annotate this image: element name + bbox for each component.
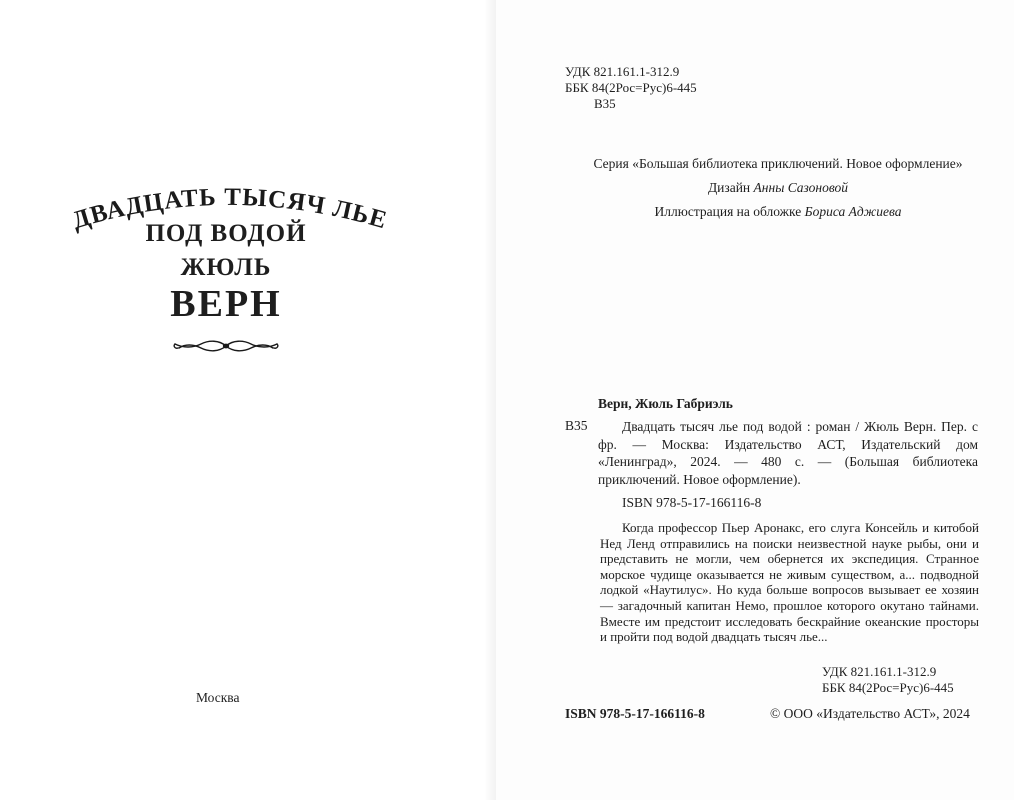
footer-isbn: ISBN 978-5-17-166116-8 — [565, 706, 705, 721]
cipher-margin: В35 — [565, 418, 588, 433]
illustration-credit-name: Бориса Аджиева — [804, 204, 902, 219]
design-credit-label: Дизайн — [707, 180, 754, 195]
title-line-2: ПОД ВОДОЙ — [145, 220, 307, 247]
publication-city: Москва — [196, 690, 240, 705]
author-heading: Верн, Жюль Габриэль — [598, 396, 733, 411]
copyright-notice: © ООО «Издательство АСТ», 2024 — [770, 706, 970, 721]
flourish-ornament-icon — [171, 336, 281, 356]
illustration-credit — [540, 204, 1014, 220]
design-credit — [540, 180, 1014, 196]
bbk-code: ББК 84(2Рос=Рус)6-445 — [565, 80, 697, 95]
udk-code: УДК 821.161.1-312.9 — [565, 64, 680, 79]
author-first-name: ЖЮЛЬ — [180, 254, 272, 281]
bibliographic-record: Двадцать тысяч лье под водой : роман / Жюль Верн. Пер. с фр. — Москва: Издательство АСТ, Издательский дом «Ленинград», 2024. — 480 с. — (Большая библиотека приключений. Новое оформление). — [598, 419, 978, 487]
title-line-1: ДВАДЦАТЬ ТЫСЯЧ ЛЬЕ — [69, 183, 391, 235]
classification-codes-bottom — [822, 664, 954, 696]
isbn-line: ISBN 978-5-17-166116-8 — [622, 495, 762, 510]
udk-code-bottom: УДК 821.161.1-312.9 — [822, 664, 937, 679]
annotation-text: Когда профессор Пьер Аронакс, его слуга Консейль и китобой Нед Ленд отправились на поиски неизвестной науке рыбы, они и представить не могли, чем обернется их экспедиция. Странное морское чудище оказывается не живым существом, а... подводной лодкой «Наутилус». Но куда больше вопросов вызывает ее хозяин — загадочный капитан Немо, прошлое которого окутано тайнами. Вместе им предстоит исследовать бескрайние океанские просторы и пройти под водой двадцать тысяч лье... — [600, 520, 979, 645]
title-page — [0, 0, 496, 800]
author-last-name: ВЕРН — [170, 283, 282, 325]
design-credit-name: Анны Сазоновой — [753, 180, 849, 195]
bbk-code-bottom: ББК 84(2Рос=Рус)6-445 — [822, 680, 954, 695]
illustration-credit-label: Иллюстрация на обложке — [654, 204, 805, 219]
author-cipher: В35 — [594, 96, 616, 111]
series-line: Серия «Большая библиотека приключений. Новое оформление» — [593, 156, 963, 171]
classification-codes — [565, 64, 697, 112]
